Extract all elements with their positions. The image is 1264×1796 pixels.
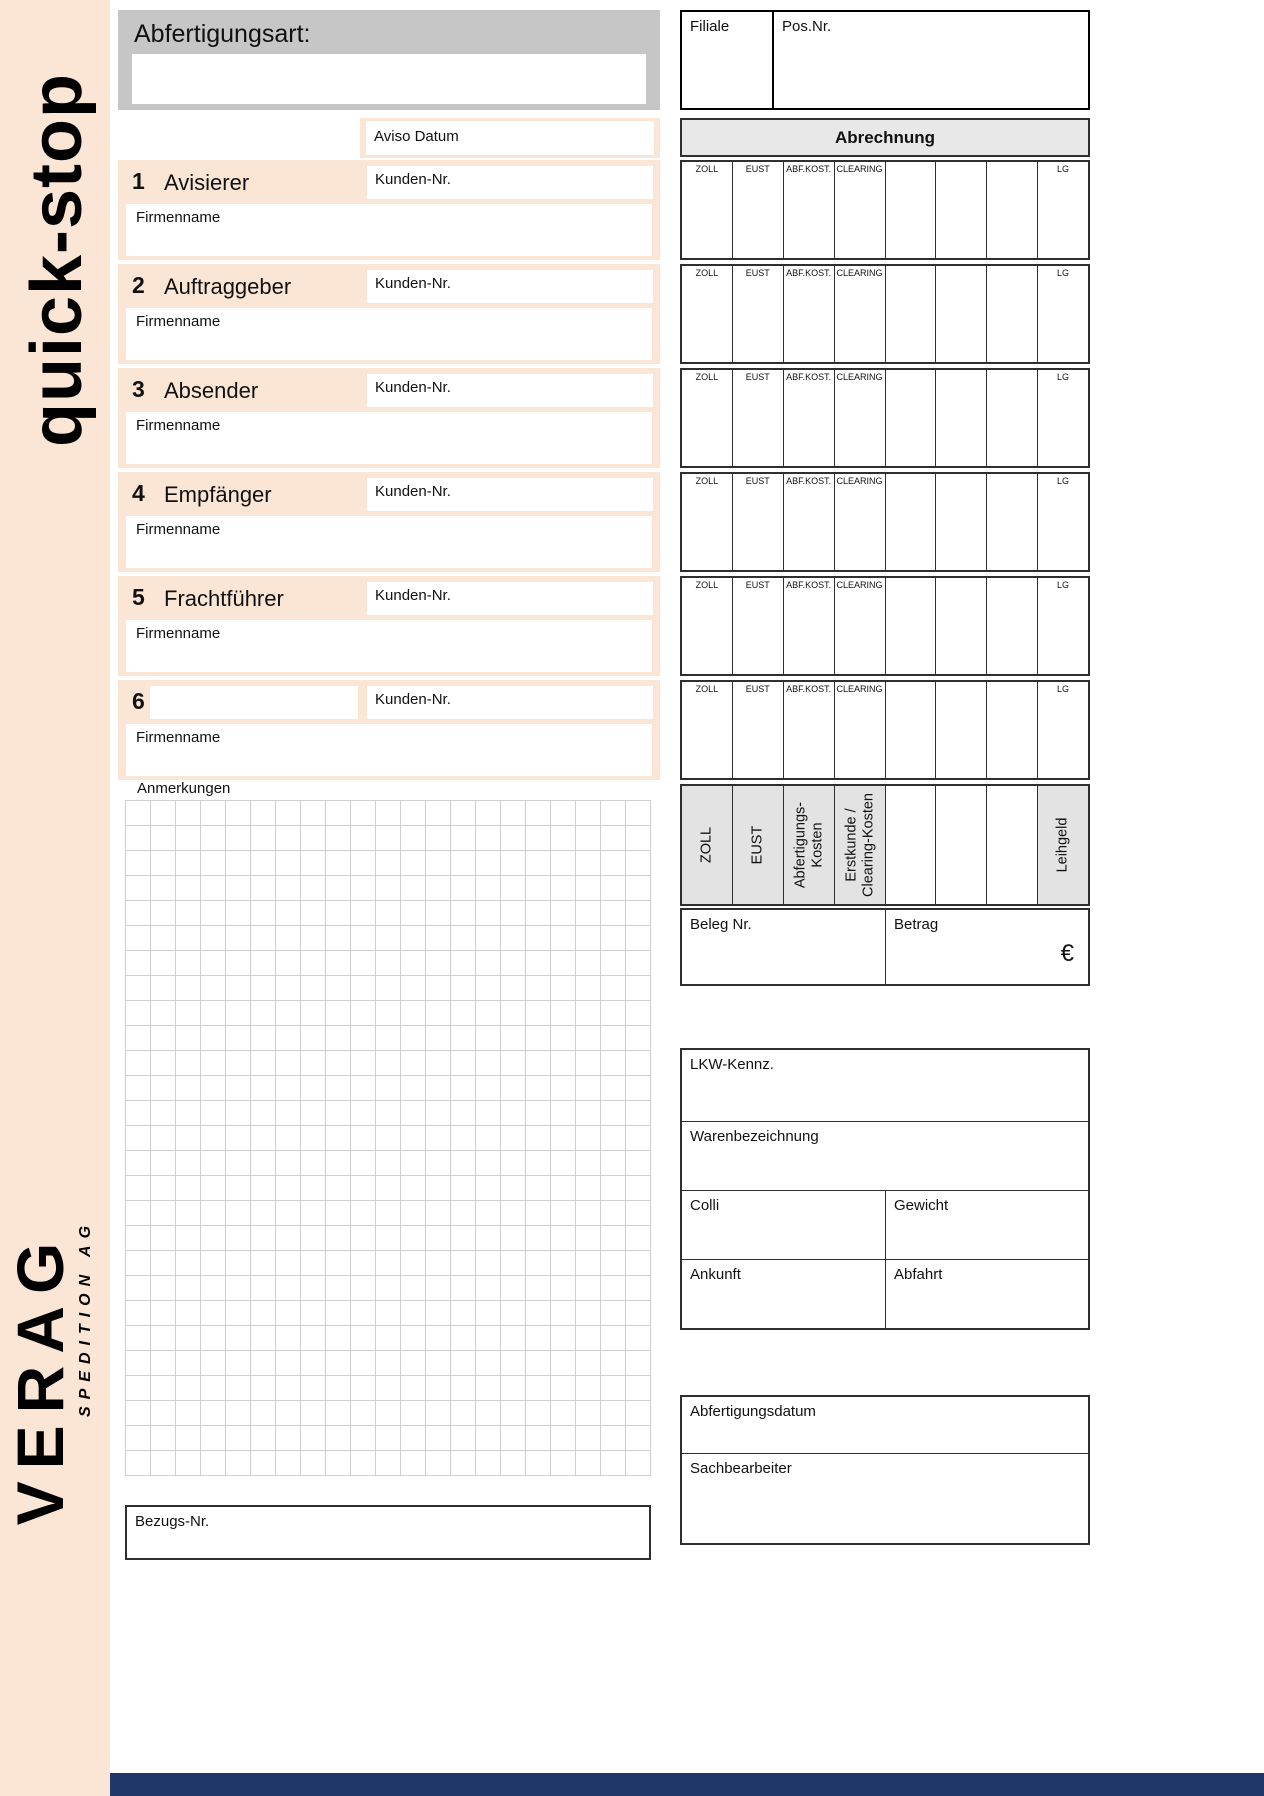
kunden-nr-label: Kunden-Nr. <box>375 587 451 604</box>
kunden-nr-field[interactable] <box>367 478 653 511</box>
cost-cell-zoll[interactable] <box>682 370 733 466</box>
euro-symbol: € <box>1060 940 1074 967</box>
posnr-field[interactable] <box>774 12 1088 108</box>
cost-col-label: LG <box>1057 684 1070 694</box>
cost-col-label: LG <box>1057 580 1070 590</box>
cost-col-label: CLEARING <box>836 164 883 174</box>
cost-cell-blank[interactable] <box>987 266 1038 362</box>
cost-col-label: CLEARING <box>836 268 883 278</box>
cost-col-label: LG <box>1057 268 1070 278</box>
vertical-label: Erstkunde / Clearing-Kosten <box>842 793 876 897</box>
cost-cell-blank[interactable] <box>936 370 987 466</box>
abfertigungsart-section <box>118 10 660 110</box>
cost-cell-blank[interactable] <box>936 578 987 674</box>
party-number: 4 <box>132 480 145 506</box>
cost-cell-blank[interactable] <box>936 474 987 570</box>
firmenname-label: Firmenname <box>136 417 221 434</box>
footer-cell-blank <box>886 786 937 904</box>
cost-cell-blank[interactable] <box>886 682 937 778</box>
kunden-nr-label: Kunden-Nr. <box>375 275 451 292</box>
kunden-nr-label: Kunden-Nr. <box>375 379 451 396</box>
abfertigungsart-label: Abfertigungsart: <box>134 20 311 48</box>
beleg-betrag-box <box>680 908 1090 986</box>
cost-cell-abfkost[interactable] <box>784 162 835 258</box>
cost-col-label: ABF.KOST. <box>786 164 832 174</box>
cost-cell-eust[interactable] <box>733 474 784 570</box>
aviso-datum-label: Aviso Datum <box>374 128 459 145</box>
cost-col-label: ABF.KOST. <box>786 268 832 278</box>
cost-cell-blank[interactable] <box>886 370 937 466</box>
gewicht-field[interactable] <box>886 1191 1088 1259</box>
abrechnung-title: Abrechnung <box>834 127 936 147</box>
cost-col-label: EUST <box>745 684 770 694</box>
firmenname-field[interactable] <box>126 620 652 672</box>
ankunft-field[interactable] <box>682 1260 886 1328</box>
cost-cell-abfkost[interactable] <box>784 578 835 674</box>
cost-cell-lg[interactable] <box>1038 266 1088 362</box>
aviso-datum-band <box>360 118 660 158</box>
abfahrt-field[interactable] <box>886 1260 1088 1328</box>
cost-cell-zoll[interactable] <box>682 474 733 570</box>
cost-row-4 <box>680 472 1090 572</box>
cost-col-label: ABF.KOST. <box>786 580 832 590</box>
footer-cell-blank <box>987 786 1038 904</box>
cost-col-label: EUST <box>745 476 770 486</box>
cost-col-label: ABF.KOST. <box>786 476 832 486</box>
beleg-nr-label: Beleg Nr. <box>690 916 752 933</box>
cost-cell-zoll[interactable] <box>682 682 733 778</box>
bezugs-nr-label: Bezugs-Nr. <box>135 1513 210 1530</box>
aviso-datum-field[interactable] <box>366 121 654 155</box>
lkw-kennz-label: LKW-Kennz. <box>690 1056 774 1073</box>
kunden-nr-label: Kunden-Nr. <box>375 171 451 188</box>
cost-cell-eust[interactable] <box>733 162 784 258</box>
party-section-absender <box>118 368 660 468</box>
filiale-field[interactable] <box>682 12 774 108</box>
brand-quick-stop: quick-stop <box>17 72 97 448</box>
filiale-label: Filiale <box>690 18 730 35</box>
kunden-nr-field[interactable] <box>367 582 653 615</box>
cost-cell-blank[interactable] <box>936 162 987 258</box>
firmenname-field[interactable] <box>126 308 652 360</box>
cost-footer-labels <box>680 784 1090 906</box>
kunden-nr-label: Kunden-Nr. <box>375 483 451 500</box>
cost-cell-blank[interactable] <box>987 162 1038 258</box>
colli-gewicht-row <box>682 1191 1088 1260</box>
shipment-box <box>680 1048 1090 1330</box>
cost-col-label: LG <box>1057 164 1070 174</box>
firmenname-field[interactable] <box>126 204 652 256</box>
abfertigungsdatum-label: Abfertigungsdatum <box>690 1403 816 1420</box>
footer-cell-blank <box>936 786 987 904</box>
cost-cell-lg[interactable] <box>1038 682 1088 778</box>
bezugs-nr-field[interactable] <box>125 1505 651 1560</box>
footer-cell-leihgeld <box>1038 786 1088 904</box>
abfertigungsdatum-field[interactable] <box>682 1397 1088 1454</box>
party-name: Absender <box>164 378 259 403</box>
anmerkungen-grid[interactable] <box>125 800 651 1476</box>
cost-col-label: ZOLL <box>695 476 719 486</box>
gewicht-label: Gewicht <box>894 1197 949 1214</box>
kunden-nr-field[interactable] <box>367 166 653 199</box>
cost-cell-blank[interactable] <box>987 370 1038 466</box>
cost-cell-abfkost[interactable] <box>784 474 835 570</box>
cost-cell-eust[interactable] <box>733 578 784 674</box>
vertical-label: Abfertigungs-Kosten <box>792 801 825 889</box>
colli-label: Colli <box>690 1197 720 1214</box>
cost-cell-eust[interactable] <box>733 266 784 362</box>
cost-cell-clearing[interactable] <box>835 474 886 570</box>
party-number: 1 <box>132 168 145 194</box>
processing-box <box>680 1395 1090 1545</box>
party-section-auftraggeber <box>118 264 660 364</box>
vertical-label: EUST <box>749 825 766 865</box>
cost-col-label: EUST <box>745 580 770 590</box>
footer-cell-zoll <box>682 786 733 904</box>
cost-col-label: EUST <box>745 372 770 382</box>
kunden-nr-field[interactable] <box>367 270 653 303</box>
cost-col-label: EUST <box>745 268 770 278</box>
cost-cell-clearing[interactable] <box>835 578 886 674</box>
ankunft-abfahrt-row <box>682 1260 1088 1328</box>
cost-cell-blank[interactable] <box>886 266 937 362</box>
bottom-bar <box>110 1773 1264 1796</box>
party-number: 2 <box>132 272 145 298</box>
cost-cell-blank[interactable] <box>987 682 1038 778</box>
cost-col-label: ZOLL <box>695 684 719 694</box>
cost-cell-eust[interactable] <box>733 370 784 466</box>
cost-row-3 <box>680 368 1090 468</box>
party-name: Frachtführer <box>164 586 284 611</box>
footer-cell-clearingkosten <box>835 786 886 904</box>
sachbearbeiter-field[interactable] <box>682 1454 1088 1543</box>
filiale-posnr-box <box>680 10 1090 110</box>
cost-col-label: ABF.KOST. <box>786 372 832 382</box>
cost-cell-blank[interactable] <box>886 162 937 258</box>
cost-cell-blank[interactable] <box>886 578 937 674</box>
cost-cell-clearing[interactable] <box>835 266 886 362</box>
firmenname-field[interactable] <box>126 516 652 568</box>
party-number: 6 <box>132 688 145 714</box>
cost-col-label: LG <box>1057 476 1070 486</box>
firmenname-field[interactable] <box>126 724 652 776</box>
cost-cell-abfkost[interactable] <box>784 370 835 466</box>
cost-cell-lg[interactable] <box>1038 474 1088 570</box>
brand-sidebar <box>0 0 110 1796</box>
betrag-field[interactable] <box>886 910 1088 984</box>
betrag-label: Betrag <box>894 916 939 933</box>
firmenname-label: Firmenname <box>136 521 221 538</box>
cost-col-label: EUST <box>745 164 770 174</box>
cost-col-label: CLEARING <box>836 684 883 694</box>
sachbearbeiter-label: Sachbearbeiter <box>690 1460 792 1477</box>
warenbezeichnung-field[interactable] <box>682 1122 1088 1191</box>
party-name: Avisierer <box>164 170 250 195</box>
cost-row-1 <box>680 160 1090 260</box>
abrechnung-header <box>680 118 1090 157</box>
cost-cell-lg[interactable] <box>1038 162 1088 258</box>
anmerkungen-label: Anmerkungen <box>137 780 231 797</box>
cost-cell-abfkost[interactable] <box>784 682 835 778</box>
cost-col-label: ZOLL <box>695 268 719 278</box>
cost-cell-lg[interactable] <box>1038 370 1088 466</box>
cost-cell-zoll[interactable] <box>682 162 733 258</box>
party-name: Auftraggeber <box>164 274 292 299</box>
cost-cell-zoll[interactable] <box>682 578 733 674</box>
cost-col-label: ZOLL <box>695 164 719 174</box>
kunden-nr-field[interactable] <box>367 374 653 407</box>
abfertigungsart-input[interactable] <box>132 54 646 104</box>
party-section-frachtfuehrer <box>118 576 660 676</box>
cost-row-6 <box>680 680 1090 780</box>
colli-field[interactable] <box>682 1191 886 1259</box>
cost-cell-lg[interactable] <box>1038 578 1088 674</box>
kunden-nr-label: Kunden-Nr. <box>375 691 451 708</box>
party-name-input[interactable] <box>150 686 358 719</box>
party-number: 5 <box>132 584 145 610</box>
party-section-empfaenger <box>118 472 660 572</box>
vertical-label: Leihgeld <box>1054 817 1071 873</box>
brand-verag: VERAG <box>3 1230 77 1526</box>
cost-cell-blank[interactable] <box>936 682 987 778</box>
firmenname-label: Firmenname <box>136 625 221 642</box>
party-section-6 <box>118 680 660 780</box>
cost-cell-blank[interactable] <box>987 474 1038 570</box>
brand-spedition-ag: SPEDITION AG <box>77 1218 94 1418</box>
cost-cell-zoll[interactable] <box>682 266 733 362</box>
cost-row-5 <box>680 576 1090 676</box>
cost-col-label: CLEARING <box>836 372 883 382</box>
firmenname-label: Firmenname <box>136 729 221 746</box>
cost-cell-blank[interactable] <box>987 578 1038 674</box>
ankunft-label: Ankunft <box>690 1266 741 1283</box>
warenbezeichnung-label: Warenbezeichnung <box>690 1128 819 1145</box>
cost-cell-clearing[interactable] <box>835 370 886 466</box>
lkw-kennz-field[interactable] <box>682 1050 1088 1122</box>
cost-cell-clearing[interactable] <box>835 162 886 258</box>
cost-col-label: ABF.KOST. <box>786 684 832 694</box>
firmenname-label: Firmenname <box>136 209 221 226</box>
cost-cell-abfkost[interactable] <box>784 266 835 362</box>
footer-cell-abfertigungskosten <box>784 786 835 904</box>
cost-cell-eust[interactable] <box>733 682 784 778</box>
party-number: 3 <box>132 376 145 402</box>
cost-cell-clearing[interactable] <box>835 682 886 778</box>
firmenname-field[interactable] <box>126 412 652 464</box>
beleg-nr-field[interactable] <box>682 910 886 984</box>
party-name: Empfänger <box>164 482 272 507</box>
cost-cell-blank[interactable] <box>886 474 937 570</box>
cost-row-2 <box>680 264 1090 364</box>
posnr-label: Pos.Nr. <box>782 18 832 35</box>
cost-col-label: LG <box>1057 372 1070 382</box>
party-section-avisierer <box>118 160 660 260</box>
vertical-label: ZOLL <box>698 826 715 864</box>
kunden-nr-field[interactable] <box>367 686 653 719</box>
footer-cell-eust <box>733 786 784 904</box>
cost-col-label: ZOLL <box>695 372 719 382</box>
firmenname-label: Firmenname <box>136 313 221 330</box>
cost-cell-blank[interactable] <box>936 266 987 362</box>
cost-col-label: CLEARING <box>836 476 883 486</box>
abfahrt-label: Abfahrt <box>894 1266 943 1283</box>
cost-col-label: CLEARING <box>836 580 883 590</box>
cost-col-label: ZOLL <box>695 580 719 590</box>
